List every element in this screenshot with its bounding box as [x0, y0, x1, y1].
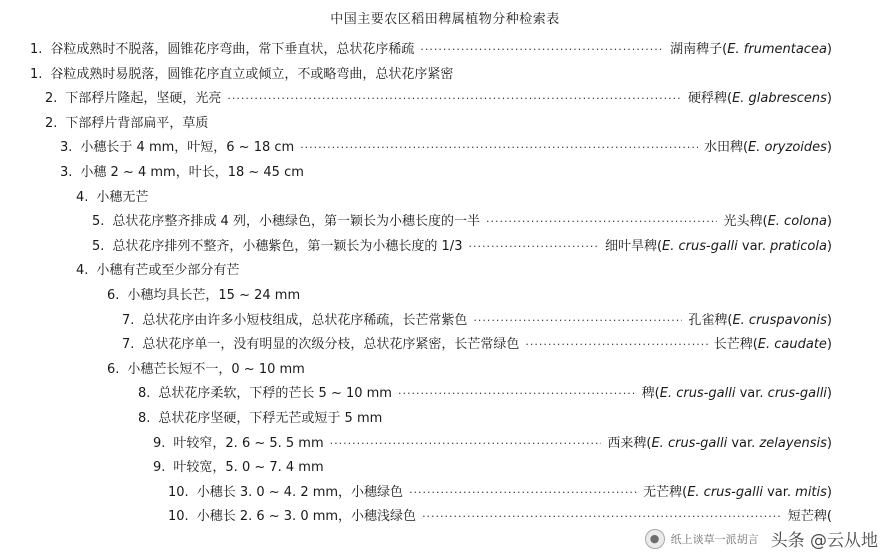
taxon-common-name: 硬稃稗( — [688, 91, 733, 107]
taxon-common-name: 稗( — [641, 386, 660, 402]
taxon-latin-name: E. crus-galli — [651, 435, 728, 451]
taxon-close-paren: ) — [826, 386, 832, 402]
taxon-latin-name: E. oryzoides — [748, 140, 827, 156]
dot-leader — [409, 486, 637, 499]
entry-number: 5. — [92, 214, 105, 230]
entry-description: 总状花序坚硬，下稃无芒或短于 5 mm — [158, 410, 383, 426]
entry-description: 总状花序整齐排成 4 列，小穗绿色，第一颖长为小穗长度的一半 — [112, 214, 480, 230]
taxon-close-paren: ) — [826, 91, 832, 107]
entry-number: 2. — [45, 91, 58, 107]
taxon-var-marker: var. — [727, 435, 760, 451]
taxon-variety-name: praticola — [769, 238, 827, 254]
key-entry — [0, 259, 890, 284]
entry-number: 1. — [30, 66, 43, 82]
entry-number: 5. — [92, 238, 105, 254]
taxon-close-paren: ) — [826, 337, 832, 353]
dot-leader — [227, 92, 682, 105]
entry-description: 谷粒成熟时易脱落，圆锥花序直立或倾立，不或略弯曲，总状花序紧密 — [50, 66, 454, 82]
taxon-common-name: 孔雀稗( — [688, 312, 733, 328]
taxon-common-name: 光头稗( — [723, 214, 768, 230]
dot-leader — [473, 314, 682, 327]
taxon-close-paren: ) — [826, 42, 832, 57]
entry-description: 小穗均具长芒，15 ~ 24 mm — [127, 287, 301, 303]
entry-description: 小穗有芒或至少部分有芒 — [96, 263, 240, 279]
entry-description: 下部稃片隆起，坚硬，光亮 — [65, 91, 222, 107]
key-entry — [0, 456, 890, 481]
key-entry — [0, 358, 890, 383]
entry-description: 小穗 2 ~ 4 mm，叶长，18 ~ 45 cm — [80, 164, 304, 180]
entry-description: 小穗芒长短不一，0 ~ 10 mm — [127, 361, 305, 377]
watermark-text: 头条 @云从地 — [770, 531, 878, 551]
entry-number: 3. — [60, 140, 73, 156]
taxon-name — [605, 235, 832, 254]
key-entry — [0, 407, 890, 432]
taxon-variety-name: mitis — [795, 484, 827, 500]
dot-leader — [398, 387, 636, 400]
entry-number: 10. — [168, 484, 189, 500]
entry-description: 总状花序单一，没有明显的次级分枝，总状花序紧密，长芒常绿色 — [142, 337, 520, 353]
taxon-common-name: 西来稗( — [607, 435, 652, 451]
key-entry — [0, 186, 890, 211]
entry-description: 谷粒成熟时不脱落，圆锥花序弯曲，常下垂直状，总状花序稀疏 — [50, 42, 415, 57]
taxon-name — [704, 136, 832, 155]
entry-description: 总状花序柔软，下稃的芒长 5 ~ 10 mm — [158, 386, 392, 402]
entry-number: 8. — [138, 386, 151, 402]
entry-description: 总状花序排列不整齐，小穗紫色，第一颖长为小穗长度的 1/3 — [112, 238, 463, 254]
key-entry — [0, 38, 890, 63]
key-entry — [0, 210, 890, 235]
taxon-name — [723, 210, 832, 229]
taxon-common-name: 长芒稗( — [713, 337, 758, 353]
entry-number: 6. — [107, 287, 120, 303]
taxon-close-paren: ) — [826, 214, 832, 230]
key-entry — [0, 87, 890, 112]
taxon-common-name: 短芒稗( — [787, 509, 832, 525]
taxon-latin-name: E. frumentacea — [727, 42, 827, 57]
page-title: 中国主要农区稻田稗属植物分种检索表 — [330, 12, 560, 27]
dot-leader — [420, 43, 664, 56]
dot-leader — [525, 338, 707, 351]
taxon-variety-name: crus-galli — [767, 386, 827, 402]
entry-description: 下部稃片背部扁平，草质 — [65, 115, 209, 131]
key-entry — [0, 112, 890, 137]
entry-description: 小穗长于 4 mm，叶短，6 ~ 18 cm — [80, 140, 295, 156]
entry-description: 小穗长 3. 0 ~ 4. 2 mm，小穗绿色 — [196, 484, 404, 500]
taxon-variety-name: zelayensis — [759, 435, 827, 451]
entry-number: 4. — [76, 189, 89, 205]
entry-description: 叶较宽，5. 0 ~ 7. 4 mm — [173, 460, 324, 476]
key-entry — [0, 161, 890, 186]
taxon-latin-name: E. colona — [767, 214, 827, 230]
key-entry — [0, 136, 890, 161]
taxon-var-marker: var. — [735, 386, 768, 402]
taxon-name — [714, 333, 832, 352]
dot-leader — [330, 437, 602, 450]
entry-number: 10. — [168, 509, 189, 525]
taxon-name — [788, 505, 832, 524]
taxon-close-paren: ) — [826, 484, 832, 500]
key-entry — [0, 309, 890, 334]
taxon-latin-name: E. caudate — [757, 337, 827, 353]
key-entry — [0, 382, 890, 407]
entry-number: 9. — [153, 460, 166, 476]
taxon-latin-name: E. crus-galli — [659, 386, 736, 402]
taxon-common-name: 湖南稗子( — [670, 42, 728, 57]
entry-description: 小穗长 2. 6 ~ 3. 0 mm，小穗浅绿色 — [196, 509, 417, 525]
watermark — [645, 526, 878, 551]
taxon-latin-name: E. cruspavonis — [732, 312, 827, 328]
taxon-name — [607, 432, 832, 451]
key-entry — [0, 432, 890, 457]
taxon-close-paren: ) — [826, 140, 832, 156]
entry-number: 6. — [107, 361, 120, 377]
taxon-close-paren: ) — [826, 435, 832, 451]
entry-description: 总状花序由许多小短枝组成，总状花序稀疏，长芒常紫色 — [142, 312, 468, 328]
taxon-var-marker: var. — [762, 484, 796, 500]
key-entry — [0, 333, 890, 358]
entry-number: 1. — [30, 42, 43, 57]
entry-number: 8. — [138, 410, 151, 426]
taxon-common-name: 细叶旱稗( — [604, 238, 663, 254]
entry-number: 7. — [122, 337, 135, 353]
taxon-name — [670, 38, 832, 57]
entry-number: 9. — [153, 435, 166, 451]
taxon-name — [642, 382, 832, 401]
taxon-name — [688, 87, 832, 106]
taxon-common-name: 无芒稗( — [643, 484, 688, 500]
taxon-name — [643, 481, 832, 500]
key-entry — [0, 63, 890, 88]
taxon-close-paren: ) — [826, 238, 832, 254]
entry-number: 3. — [60, 164, 73, 180]
taxon-name — [688, 309, 832, 328]
entry-number: 7. — [122, 312, 135, 328]
taxon-latin-name: E. crus-galli — [687, 484, 763, 500]
watermark-brand: 纸上谈草一派胡言 — [670, 532, 759, 546]
wechat-icon: ● — [645, 529, 665, 549]
key-entry — [0, 235, 890, 260]
dot-leader — [300, 141, 698, 154]
dot-leader — [468, 240, 598, 253]
taxon-latin-name: E. glabrescens — [732, 91, 827, 107]
taxon-latin-name: E. crus-galli — [662, 238, 738, 254]
key-entry — [0, 284, 890, 309]
entry-description: 小穗无芒 — [96, 189, 149, 205]
key-list — [0, 38, 890, 530]
key-entry — [0, 481, 890, 506]
dot-leader — [422, 510, 782, 523]
entry-number: 4. — [76, 263, 89, 279]
entry-number: 2. — [45, 115, 58, 131]
taxon-common-name: 水田稗( — [703, 140, 749, 156]
entry-description: 叶较窄，2. 6 ~ 5. 5 mm — [173, 435, 324, 451]
taxon-close-paren: ) — [826, 312, 832, 328]
dot-leader — [486, 215, 718, 228]
taxon-var-marker: var. — [737, 238, 770, 254]
